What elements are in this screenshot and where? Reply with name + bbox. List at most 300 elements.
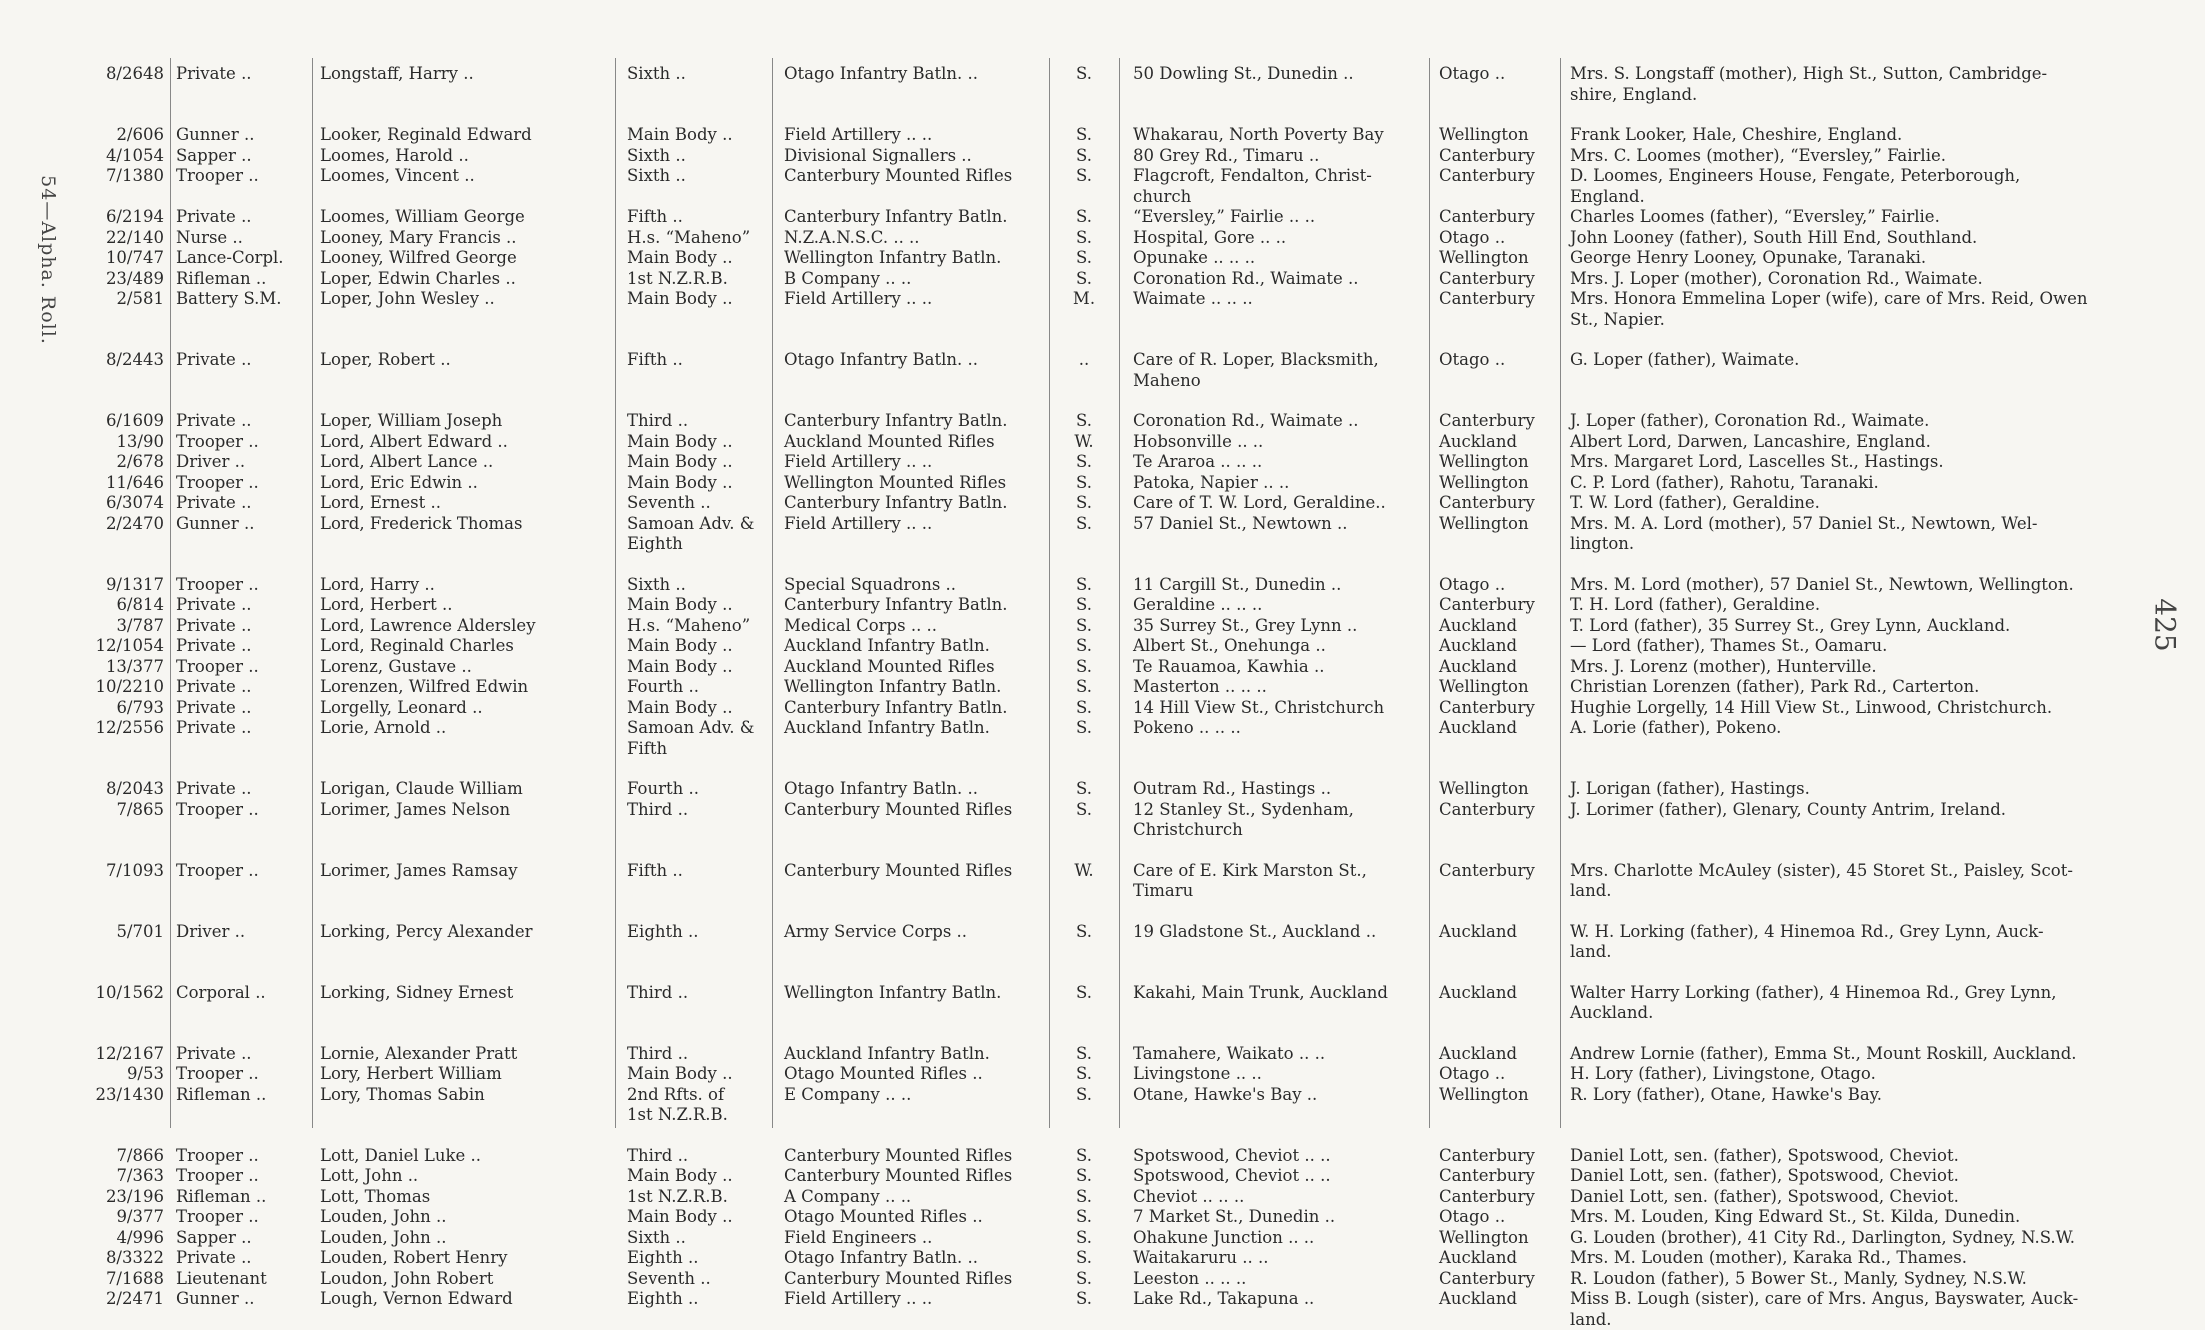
- next-of-kin: Mrs. C. Loomes (mother), “Eversley,” Fairlie.: [1570, 145, 1946, 165]
- address: Hospital, Gore .. ..: [1133, 227, 1287, 247]
- next-of-kin: C. P. Lord (father), Rahotu, Taranaki.: [1570, 472, 1879, 492]
- marital-status: S.: [1076, 513, 1092, 533]
- table-row: [0, 922, 2205, 963]
- next-of-kin: T. H. Lord (father), Geraldine.: [1570, 595, 1821, 614]
- service-number: 22/140: [105, 227, 164, 247]
- rank: Rifleman ..: [176, 1186, 267, 1206]
- draft: Main Body ..: [627, 248, 733, 267]
- address: Masterton .. .. ..: [1133, 677, 1267, 696]
- marital-status: S.: [1076, 248, 1092, 267]
- address: Coronation Rd., Waimate ..: [1133, 268, 1359, 288]
- table-row: [0, 575, 2205, 596]
- district: Auckland: [1439, 636, 1518, 655]
- unit-corps: Canterbury Mounted Rifles: [784, 1145, 1013, 1165]
- service-number: 23/489: [105, 268, 164, 288]
- marital-status: S.: [1076, 472, 1092, 492]
- district: Wellington: [1439, 248, 1529, 267]
- next-of-kin: Miss B. Lough (sister), care of Mrs. Angus, Bayswater, Auck- land.: [1570, 1289, 2079, 1329]
- unit-corps: Field Artillery .. ..: [784, 452, 933, 471]
- next-of-kin: Hughie Lorgelly, 14 Hill View St., Linwood, Christchurch.: [1570, 697, 2053, 717]
- rank: Trooper ..: [176, 472, 259, 492]
- marital-status: S.: [1076, 452, 1092, 471]
- table-row: [0, 677, 2205, 698]
- rank: Trooper ..: [176, 431, 259, 451]
- district: Auckland: [1439, 921, 1518, 941]
- soldier-name: Lory, Herbert William: [320, 1064, 502, 1083]
- rank: Trooper ..: [176, 1064, 259, 1083]
- next-of-kin: D. Loomes, Engineers House, Fengate, Peterborough, England.: [1570, 166, 2021, 206]
- table-row: [0, 228, 2205, 249]
- rank: Private ..: [176, 595, 252, 614]
- rank: Sapper ..: [176, 145, 252, 165]
- draft: Seventh ..: [627, 493, 711, 512]
- table-row: [0, 1064, 2205, 1085]
- draft: Fourth ..: [627, 677, 699, 696]
- soldier-name: Lorigan, Claude William: [320, 779, 523, 798]
- draft: Eighth ..: [627, 1248, 699, 1267]
- service-number: 10/2210: [95, 677, 164, 696]
- rank: Rifleman ..: [176, 1084, 267, 1104]
- draft: Fifth ..: [627, 350, 683, 369]
- soldier-name: Lorking, Sidney Ernest: [320, 982, 514, 1002]
- soldier-name: Looney, Mary Francis ..: [320, 227, 517, 247]
- draft: Main Body ..: [627, 431, 733, 451]
- draft: Main Body ..: [627, 289, 733, 308]
- service-number: 5/701: [116, 921, 164, 941]
- district: Canterbury: [1439, 860, 1535, 880]
- unit-corps: Army Service Corps ..: [784, 921, 968, 941]
- table-row: [0, 1166, 2205, 1187]
- marital-status: S.: [1076, 166, 1092, 185]
- next-of-kin: Walter Harry Lorking (father), 4 Hinemoa Rd., Grey Lynn, Auckland.: [1570, 982, 2057, 1022]
- soldier-name: Lord, Ernest ..: [320, 493, 441, 512]
- unit-corps: Canterbury Mounted Rifles: [784, 166, 1013, 185]
- marital-status: S.: [1076, 1166, 1092, 1185]
- district: Wellington: [1439, 513, 1529, 533]
- service-number: 3/787: [116, 615, 164, 635]
- district: Wellington: [1439, 779, 1529, 798]
- table-row: [0, 432, 2205, 453]
- district: Canterbury: [1439, 166, 1535, 185]
- marital-status: S.: [1076, 64, 1092, 83]
- address: Waitakaruru .. ..: [1133, 1248, 1269, 1267]
- draft: Third ..: [627, 982, 689, 1002]
- unit-corps: A Company .. ..: [784, 1186, 912, 1206]
- next-of-kin: J. Lorimer (father), Glenary, County Antrim, Ireland.: [1570, 799, 2007, 819]
- marital-status: S.: [1076, 1043, 1092, 1063]
- draft: Main Body ..: [627, 636, 733, 655]
- unit-corps: Otago Infantry Batln. ..: [784, 1248, 979, 1267]
- draft: Third ..: [627, 1145, 689, 1165]
- service-number: 11/646: [105, 472, 164, 492]
- soldier-name: Lough, Vernon Edward: [320, 1289, 513, 1308]
- district: Auckland: [1439, 1289, 1518, 1308]
- address: Te Rauamoa, Kawhia ..: [1133, 656, 1325, 676]
- next-of-kin: Mrs. M. A. Lord (mother), 57 Daniel St., Newtown, Wel- lington.: [1570, 513, 2038, 553]
- district: Canterbury: [1439, 411, 1535, 430]
- address: Livingstone .. ..: [1133, 1064, 1262, 1083]
- soldier-name: Lorgelly, Leonard ..: [320, 697, 483, 717]
- district: Wellington: [1439, 1227, 1529, 1247]
- service-number: 10/1562: [95, 982, 164, 1002]
- rank: Private ..: [176, 779, 252, 798]
- draft: 1st N.Z.R.B.: [627, 1186, 728, 1206]
- district: Canterbury: [1439, 207, 1535, 226]
- unit-corps: Canterbury Mounted Rifles: [784, 860, 1013, 880]
- service-number: 12/2556: [95, 718, 164, 737]
- address: Flagcroft, Fendalton, Christ- church: [1133, 166, 1372, 206]
- address: Coronation Rd., Waimate ..: [1133, 411, 1359, 430]
- marital-status: S.: [1076, 411, 1092, 430]
- address: Tamahere, Waikato .. ..: [1133, 1043, 1326, 1063]
- marital-status: S.: [1076, 1145, 1092, 1165]
- rank: Battery S.M.: [176, 289, 282, 308]
- rank: Lieutenant: [176, 1268, 267, 1288]
- unit-corps: Field Artillery .. ..: [784, 513, 933, 533]
- table-row: [0, 1044, 2205, 1065]
- service-number: 10/747: [105, 248, 164, 267]
- rank: Private ..: [176, 718, 252, 737]
- table-row: [0, 411, 2205, 432]
- service-number: 2/678: [116, 452, 164, 471]
- marital-status: S.: [1076, 982, 1092, 1002]
- table-row: [0, 1187, 2205, 1208]
- address: Leeston .. .. ..: [1133, 1268, 1247, 1288]
- next-of-kin: Andrew Lornie (father), Emma St., Mount Roskill, Auckland.: [1570, 1043, 2077, 1063]
- service-number: 2/2471: [105, 1289, 164, 1308]
- soldier-name: Lord, Reginald Charles: [320, 636, 514, 655]
- next-of-kin: Daniel Lott, sen. (father), Spotswood, Cheviot.: [1570, 1186, 1959, 1206]
- unit-corps: Otago Mounted Rifles ..: [784, 1064, 983, 1083]
- marital-status: S.: [1076, 1064, 1092, 1083]
- marital-status: S.: [1076, 1207, 1092, 1226]
- marital-status: S.: [1076, 1268, 1092, 1288]
- rank: Private ..: [176, 636, 252, 655]
- unit-corps: Otago Infantry Batln. ..: [784, 350, 979, 369]
- next-of-kin: Frank Looker, Hale, Cheshire, England.: [1570, 125, 1903, 144]
- soldier-name: Louden, Robert Henry: [320, 1248, 508, 1267]
- soldier-name: Lorimer, James Nelson: [320, 799, 511, 819]
- unit-corps: Auckland Infantry Batln.: [784, 1043, 990, 1063]
- next-of-kin: Charles Loomes (father), “Eversley,” Fairlie.: [1570, 207, 1940, 226]
- service-number: 4/1054: [105, 145, 164, 165]
- table-row: [0, 125, 2205, 146]
- address: Care of T. W. Lord, Geraldine..: [1133, 493, 1386, 512]
- address: 11 Cargill St., Dunedin ..: [1133, 574, 1342, 594]
- table-row: [0, 657, 2205, 678]
- service-number: 7/1093: [105, 860, 164, 880]
- rank: Sapper ..: [176, 1227, 252, 1247]
- draft: Main Body ..: [627, 1064, 733, 1083]
- service-number: 7/866: [116, 1145, 164, 1165]
- district: Canterbury: [1439, 289, 1535, 308]
- rank: Gunner ..: [176, 1289, 255, 1308]
- table-row: [0, 269, 2205, 290]
- next-of-kin: Mrs. M. Louden (mother), Karaka Rd., Thames.: [1570, 1248, 1967, 1267]
- service-number: 6/3074: [105, 493, 164, 512]
- table-row: [0, 493, 2205, 514]
- marital-status: S.: [1076, 207, 1092, 226]
- service-number: 6/1609: [105, 411, 164, 430]
- address: 7 Market St., Dunedin ..: [1133, 1207, 1336, 1226]
- soldier-name: Looney, Wilfred George: [320, 248, 517, 267]
- draft: Samoan Adv. & Eighth: [627, 513, 755, 553]
- marital-status: S.: [1076, 656, 1092, 676]
- marital-status: S.: [1076, 615, 1092, 635]
- draft: Main Body ..: [627, 125, 733, 144]
- service-number: 7/1380: [105, 166, 164, 185]
- rank: Private ..: [176, 493, 252, 512]
- unit-corps: Canterbury Mounted Rifles: [784, 799, 1013, 819]
- address: Waimate .. .. ..: [1133, 289, 1253, 308]
- next-of-kin: Albert Lord, Darwen, Lancashire, England.: [1570, 431, 1931, 451]
- soldier-name: Lorimer, James Ramsay: [320, 860, 518, 880]
- rank: Lance-Corpl.: [176, 248, 284, 267]
- soldier-name: Lott, Daniel Luke ..: [320, 1145, 481, 1165]
- address: Outram Rd., Hastings ..: [1133, 779, 1332, 798]
- next-of-kin: J. Lorigan (father), Hastings.: [1570, 779, 1810, 798]
- service-number: 23/1430: [95, 1084, 164, 1104]
- soldier-name: Lord, Lawrence Aldersley: [320, 615, 536, 635]
- soldier-name: Lorenzen, Wilfred Edwin: [320, 677, 529, 696]
- draft: Main Body ..: [627, 595, 733, 614]
- draft: Samoan Adv. & Fifth: [627, 718, 755, 758]
- district: Auckland: [1439, 718, 1518, 737]
- rank: Nurse ..: [176, 227, 243, 247]
- district: Auckland: [1439, 431, 1518, 451]
- table-row: [0, 861, 2205, 902]
- rank: Trooper ..: [176, 574, 259, 594]
- table-row: [0, 452, 2205, 473]
- address: 19 Gladstone St., Auckland ..: [1133, 921, 1377, 941]
- next-of-kin: R. Lory (father), Otane, Hawke's Bay.: [1570, 1084, 1883, 1104]
- draft: Sixth ..: [627, 1227, 686, 1247]
- address: 14 Hill View St., Christchurch: [1133, 697, 1385, 717]
- district: Canterbury: [1439, 1268, 1535, 1288]
- unit-corps: Medical Corps .. ..: [784, 615, 938, 635]
- service-number: 8/2443: [105, 350, 164, 369]
- soldier-name: Loper, William Joseph: [320, 411, 503, 430]
- address: “Eversley,” Fairlie .. ..: [1133, 207, 1316, 226]
- district: Wellington: [1439, 452, 1529, 471]
- district: Canterbury: [1439, 1145, 1535, 1165]
- table-row: [0, 166, 2205, 207]
- rank: Trooper ..: [176, 656, 259, 676]
- draft: Main Body ..: [627, 697, 733, 717]
- soldier-name: Loomes, Harold ..: [320, 145, 469, 165]
- next-of-kin: W. H. Lorking (father), 4 Hinemoa Rd., Grey Lynn, Auck- land.: [1570, 921, 2044, 961]
- district: Otago ..: [1439, 1064, 1506, 1083]
- rank: Private ..: [176, 411, 252, 430]
- rank: Private ..: [176, 1043, 252, 1063]
- soldier-name: Lorking, Percy Alexander: [320, 921, 533, 941]
- district: Auckland: [1439, 615, 1518, 635]
- district: Canterbury: [1439, 1166, 1535, 1185]
- service-number: 13/377: [105, 656, 164, 676]
- address: Kakahi, Main Trunk, Auckland: [1133, 982, 1388, 1002]
- draft: Main Body ..: [627, 1166, 733, 1185]
- table-row: [0, 1228, 2205, 1249]
- soldier-name: Lornie, Alexander Pratt: [320, 1043, 518, 1063]
- table-row: [0, 1289, 2205, 1330]
- service-number: 23/196: [105, 1186, 164, 1206]
- draft: Third ..: [627, 799, 689, 819]
- marital-status: W.: [1074, 431, 1094, 451]
- service-number: 7/1688: [105, 1268, 164, 1288]
- district: Canterbury: [1439, 145, 1535, 165]
- soldier-name: Loper, John Wesley ..: [320, 289, 495, 308]
- draft: 2nd Rfts. of 1st N.Z.R.B.: [627, 1084, 728, 1124]
- service-number: 12/1054: [95, 636, 164, 655]
- unit-corps: E Company .. ..: [784, 1084, 912, 1104]
- address: 35 Surrey St., Grey Lynn ..: [1133, 615, 1358, 635]
- service-number: 13/90: [116, 431, 164, 451]
- unit-corps: Divisional Signallers ..: [784, 145, 972, 165]
- district: Otago ..: [1439, 227, 1506, 247]
- soldier-name: Lorenz, Gustave ..: [320, 656, 472, 676]
- district: Auckland: [1439, 1248, 1518, 1267]
- address: Lake Rd., Takapuna ..: [1133, 1289, 1315, 1308]
- soldier-name: Longstaff, Harry ..: [320, 64, 474, 83]
- unit-corps: Auckland Mounted Rifles: [784, 431, 995, 451]
- next-of-kin: Daniel Lott, sen. (father), Spotswood, Cheviot.: [1570, 1145, 1959, 1165]
- address: Ohakune Junction .. ..: [1133, 1227, 1315, 1247]
- draft: Sixth ..: [627, 145, 686, 165]
- district: Otago ..: [1439, 1207, 1506, 1226]
- service-number: 2/2470: [105, 513, 164, 533]
- draft: Main Body ..: [627, 452, 733, 471]
- rank: Gunner ..: [176, 513, 255, 533]
- draft: Third ..: [627, 411, 689, 430]
- address: Cheviot .. .. ..: [1133, 1186, 1245, 1206]
- district: Wellington: [1439, 125, 1529, 144]
- next-of-kin: Mrs. M. Louden, King Edward St., St. Kilda, Dunedin.: [1570, 1207, 2021, 1226]
- district: Canterbury: [1439, 493, 1535, 512]
- address: Geraldine .. .. ..: [1133, 595, 1263, 614]
- rank: Private ..: [176, 350, 252, 369]
- district: Canterbury: [1439, 595, 1535, 614]
- table-row: [0, 779, 2205, 800]
- service-number: 8/2648: [105, 64, 164, 83]
- unit-corps: Field Engineers ..: [784, 1227, 933, 1247]
- next-of-kin: George Henry Looney, Opunake, Taranaki.: [1570, 248, 1927, 267]
- rank: Private ..: [176, 64, 252, 83]
- address: 12 Stanley St., Sydenham, Christchurch: [1133, 799, 1354, 839]
- address: Albert St., Onehunga ..: [1133, 636, 1326, 655]
- marital-status: S.: [1076, 1186, 1092, 1206]
- table-row: [0, 64, 2205, 105]
- soldier-name: Loper, Edwin Charles ..: [320, 268, 516, 288]
- district: Canterbury: [1439, 799, 1535, 819]
- rank: Driver ..: [176, 921, 246, 941]
- unit-corps: Canterbury Mounted Rifles: [784, 1268, 1013, 1288]
- address: Opunake .. .. ..: [1133, 248, 1256, 267]
- unit-corps: Field Artillery .. ..: [784, 289, 933, 308]
- soldier-name: Loper, Robert ..: [320, 350, 451, 369]
- district: Auckland: [1439, 656, 1518, 676]
- marital-status: S.: [1076, 697, 1092, 717]
- draft: Fifth ..: [627, 860, 683, 880]
- table-row: [0, 350, 2205, 391]
- draft: Eighth ..: [627, 1289, 699, 1308]
- next-of-kin: Mrs. J. Loper (mother), Coronation Rd., Waimate.: [1570, 268, 1983, 288]
- soldier-name: Lord, Harry ..: [320, 574, 435, 594]
- marital-status: ..: [1078, 350, 1090, 369]
- table-row: [0, 248, 2205, 269]
- rank: Trooper ..: [176, 860, 259, 880]
- unit-corps: Canterbury Infantry Batln.: [784, 493, 1008, 512]
- district: Canterbury: [1439, 697, 1535, 717]
- soldier-name: Lott, John ..: [320, 1166, 419, 1185]
- address: Spotswood, Cheviot .. ..: [1133, 1145, 1331, 1165]
- address: Patoka, Napier .. ..: [1133, 472, 1290, 492]
- soldier-name: Lott, Thomas: [320, 1186, 431, 1206]
- rank: Trooper ..: [176, 1166, 259, 1185]
- rank: Private ..: [176, 677, 252, 696]
- unit-corps: Canterbury Infantry Batln.: [784, 697, 1008, 717]
- district: Wellington: [1439, 1084, 1529, 1104]
- soldier-name: Lory, Thomas Sabin: [320, 1084, 485, 1104]
- district: Canterbury: [1439, 1186, 1535, 1206]
- table-row: [0, 1248, 2205, 1269]
- soldier-name: Lord, Eric Edwin ..: [320, 472, 478, 492]
- soldier-name: Loomes, William George: [320, 207, 525, 226]
- district: Auckland: [1439, 982, 1518, 1002]
- draft: Fifth ..: [627, 207, 683, 226]
- service-number: 4/996: [116, 1227, 164, 1247]
- unit-corps: B Company .. ..: [784, 268, 912, 288]
- service-number: 6/2194: [105, 207, 164, 226]
- next-of-kin: John Looney (father), South Hill End, Southland.: [1570, 227, 1978, 247]
- rank: Rifleman ..: [176, 268, 267, 288]
- service-number: 12/2167: [95, 1043, 164, 1063]
- soldier-name: Lord, Albert Lance ..: [320, 452, 494, 471]
- table-row: [0, 1269, 2205, 1290]
- unit-corps: Canterbury Infantry Batln.: [784, 411, 1008, 430]
- service-number: 8/2043: [105, 779, 164, 798]
- address: Pokeno .. .. ..: [1133, 718, 1241, 737]
- table-row: [0, 983, 2205, 1024]
- table-row: [0, 718, 2205, 759]
- side-title-text: 54—Alpha. Roll.: [37, 175, 59, 345]
- unit-corps: Auckland Infantry Batln.: [784, 636, 990, 655]
- draft: Fourth ..: [627, 779, 699, 798]
- district: Otago ..: [1439, 574, 1506, 594]
- service-number: 9/1317: [105, 574, 164, 594]
- marital-status: S.: [1076, 268, 1092, 288]
- service-number: 9/53: [126, 1064, 164, 1083]
- marital-status: S.: [1076, 799, 1092, 819]
- unit-corps: Canterbury Infantry Batln.: [784, 207, 1008, 226]
- roll-table: [0, 64, 2205, 1330]
- table-row: [0, 1207, 2205, 1228]
- marital-status: S.: [1076, 1084, 1092, 1104]
- table-row: [0, 1146, 2205, 1167]
- address: 57 Daniel St., Newtown ..: [1133, 513, 1348, 533]
- district: Auckland: [1439, 1043, 1518, 1063]
- marital-status: S.: [1076, 1248, 1092, 1267]
- marital-status: S.: [1076, 677, 1092, 696]
- table-row: [0, 595, 2205, 616]
- draft: 1st N.Z.R.B.: [627, 268, 728, 288]
- marital-status: S.: [1076, 227, 1092, 247]
- next-of-kin: R. Loudon (father), 5 Bower St., Manly, Sydney, N.S.W.: [1570, 1268, 2027, 1288]
- table-row: [0, 289, 2205, 330]
- unit-corps: Wellington Infantry Batln.: [784, 677, 1002, 696]
- marital-status: S.: [1076, 1289, 1092, 1308]
- table-row: [0, 616, 2205, 637]
- unit-corps: Field Artillery .. ..: [784, 1289, 933, 1308]
